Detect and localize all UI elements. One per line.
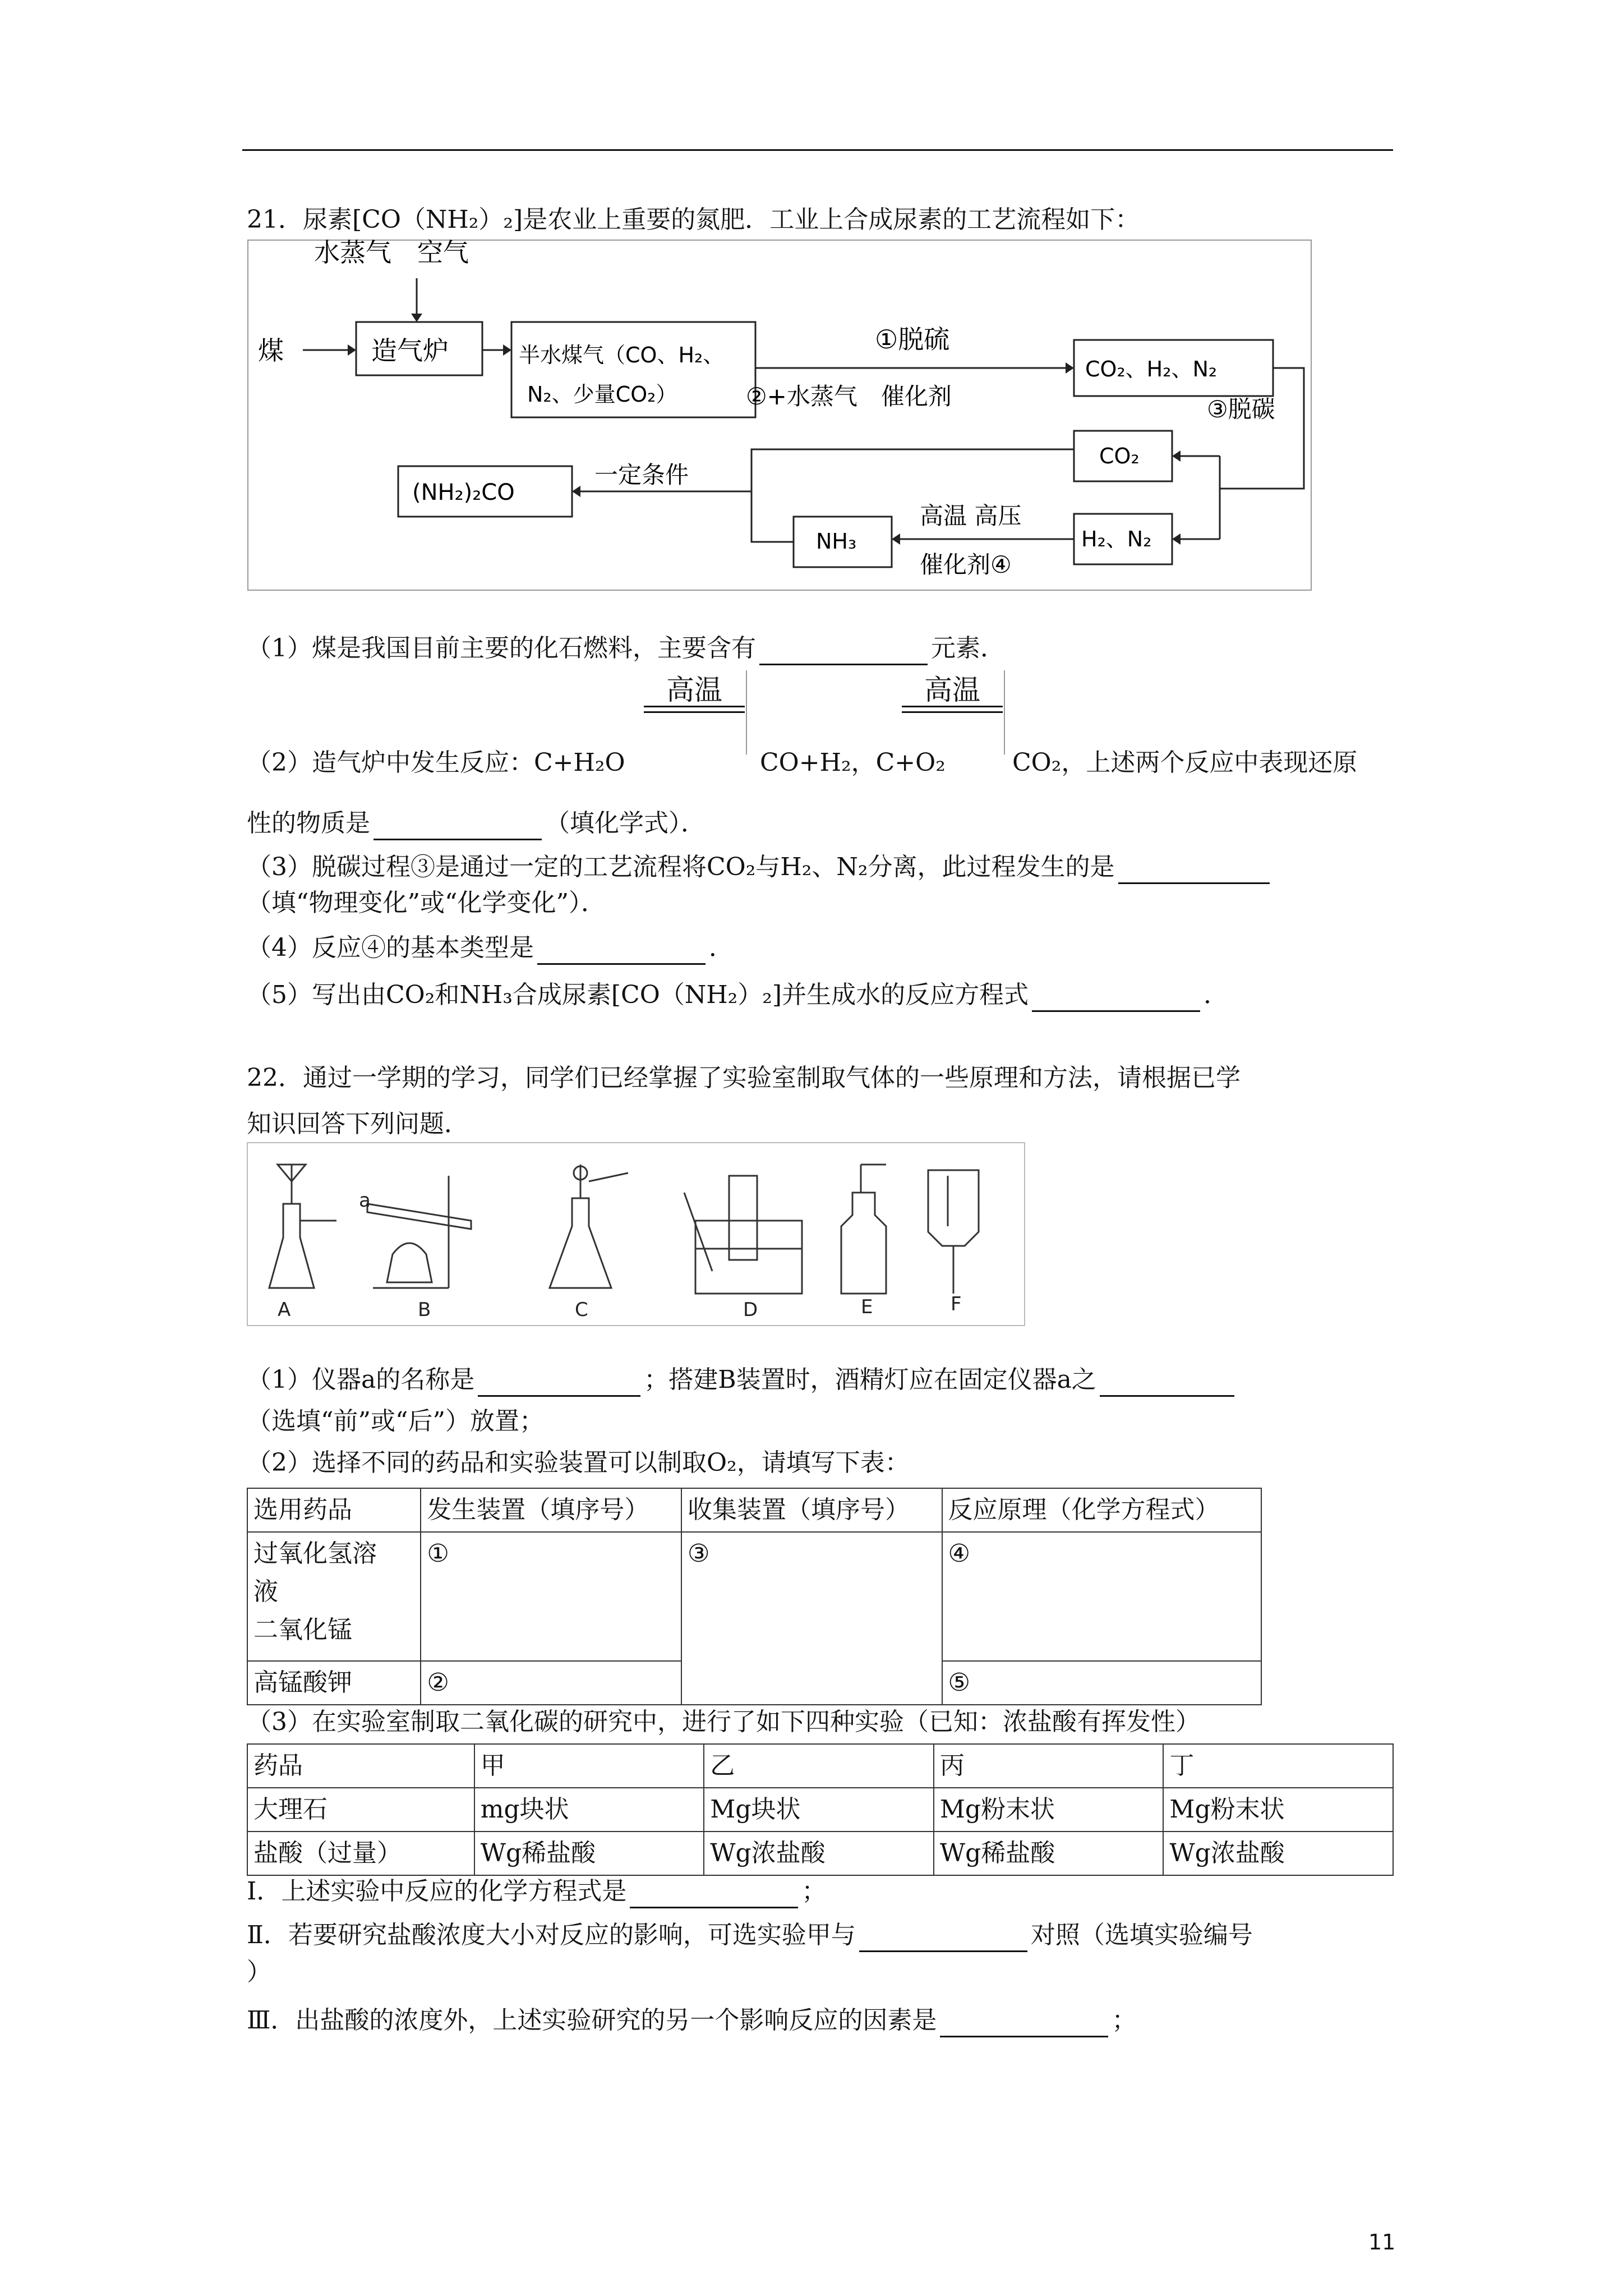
apparatus-label-a: A bbox=[278, 1299, 291, 1321]
q21-p1-text-a: （1）煤是我国目前主要的化石燃料，主要含有 bbox=[247, 634, 756, 662]
q21-p2-line2 bbox=[247, 807, 706, 840]
q22-stem-1: 22．通过一学期的学习，同学们已经掌握了实验室制取气体的一些原理和方法，请根据已学 bbox=[247, 1064, 1241, 1092]
apparatus-c-flask bbox=[550, 1198, 611, 1288]
q22-p3: （3）在实验室制取二氧化碳的研究中，进行了如下四种实验（已知：浓盐酸有挥发性） bbox=[247, 1708, 1200, 1736]
apparatus-figure bbox=[247, 1142, 1026, 1327]
flow-cond4-1: 高温 高压 bbox=[920, 502, 1022, 530]
table2-header-jia: 甲 bbox=[474, 1744, 704, 1788]
table-row bbox=[247, 1832, 1393, 1875]
gaowen-bar-1a bbox=[644, 706, 745, 707]
table-row bbox=[247, 1532, 1261, 1661]
o2-preparation-table bbox=[247, 1488, 1262, 1705]
q22-i bbox=[247, 1875, 826, 1908]
gaowen-bar-2b bbox=[902, 711, 1003, 713]
q22-stem-2: 知识回答下列问题． bbox=[247, 1110, 469, 1138]
flow-urea: (NH₂)₂CO bbox=[412, 480, 515, 505]
flow-cond4-2: 催化剂④ bbox=[920, 551, 1012, 578]
q22-p1-line1 bbox=[247, 1363, 1238, 1397]
q21-p2-blank[interactable] bbox=[374, 812, 542, 840]
page-number: 11 bbox=[1368, 2230, 1396, 2254]
table1-row1-gen[interactable]: ① bbox=[421, 1532, 681, 1661]
q22-p1-c: （选填“前”或“后”）放置； bbox=[247, 1407, 544, 1435]
q22-p1-b: ；搭建B装置时，酒精灯应在固定仪器a之 bbox=[644, 1365, 1096, 1394]
q21-p4-b: ． bbox=[709, 933, 734, 962]
q22-iii-b: ； bbox=[1112, 2006, 1137, 2035]
q22-ii-a: Ⅱ．若要研究盐酸浓度大小对反应的影响，可选实验甲与 bbox=[247, 1921, 856, 1949]
table2-cell: Mg块状 bbox=[704, 1788, 934, 1832]
q22-p1-blank-1[interactable] bbox=[478, 1368, 640, 1397]
table2-cell: Wg浓盐酸 bbox=[1163, 1832, 1393, 1875]
q22-ii-blank[interactable] bbox=[859, 1924, 1027, 1952]
table2-cell: Wg浓盐酸 bbox=[704, 1832, 934, 1875]
apparatus-b-tube bbox=[367, 1204, 471, 1229]
q22-i-a: Ⅰ．上述实验中反应的化学方程式是 bbox=[247, 1877, 627, 1906]
q21-p4 bbox=[247, 931, 734, 965]
q22-ii-b: 对照（选填实验编号 bbox=[1030, 1921, 1253, 1949]
table2-cell: 大理石 bbox=[247, 1788, 474, 1832]
q21-p5-blank[interactable] bbox=[1032, 983, 1200, 1012]
flow-gasifier: 造气炉 bbox=[371, 335, 449, 366]
table2-header-ding: 丁 bbox=[1163, 1744, 1393, 1788]
table2-cell: Wg稀盐酸 bbox=[934, 1832, 1164, 1875]
q21-p3-a: （3）脱碳过程③是通过一定的工艺流程将CO₂与H₂、N₂分离，此过程发生的是 bbox=[247, 853, 1115, 881]
co2-experiment-table bbox=[247, 1743, 1394, 1876]
q21-p2-e: （填化学式）． bbox=[545, 809, 706, 838]
q21-p3-b: （填“物理变化”或“化学变化”）． bbox=[247, 889, 606, 917]
gaowen-bar-1b bbox=[644, 711, 745, 713]
table2-header-drug: 药品 bbox=[247, 1744, 474, 1788]
gaowen-bracket-1 bbox=[746, 670, 747, 754]
table1-collect[interactable]: ③ bbox=[681, 1532, 942, 1705]
q21-p3-blank[interactable] bbox=[1118, 855, 1270, 884]
q21-p4-blank[interactable] bbox=[537, 936, 706, 965]
table2-cell: Mg粉末状 bbox=[1163, 1788, 1393, 1832]
q22-iii-blank[interactable] bbox=[940, 2009, 1108, 2037]
table-row bbox=[247, 1488, 1261, 1532]
q21-p5 bbox=[247, 978, 1228, 1012]
q21-p2-d: 性的物质是 bbox=[247, 809, 370, 838]
header-rule bbox=[242, 149, 1393, 151]
table2-cell: mg块状 bbox=[474, 1788, 704, 1832]
flow-h2n2: H₂、N₂ bbox=[1081, 527, 1152, 551]
q22-p2: （2）选择不同的药品和实验装置可以制取O₂，请填写下表： bbox=[247, 1448, 910, 1477]
table-row bbox=[247, 1788, 1393, 1832]
apparatus-label-f: F bbox=[951, 1293, 962, 1315]
table1-row1-drug-3: 二氧化锰 bbox=[253, 1616, 352, 1644]
q22-iii-a: Ⅲ．出盐酸的浓度外，上述实验研究的另一个影响反应的因素是 bbox=[247, 2006, 937, 2035]
apparatus-label-b: B bbox=[418, 1299, 431, 1321]
flow-cond-urea: 一定条件 bbox=[594, 461, 689, 489]
q21-p1 bbox=[247, 632, 1005, 665]
apparatus-label-e: E bbox=[861, 1296, 873, 1318]
apparatus-d-trough bbox=[695, 1221, 802, 1294]
q21-p2-a: （2）造气炉中发生反应：C+H₂O bbox=[247, 748, 625, 777]
flow-mix: CO₂、H₂、N₂ bbox=[1085, 357, 1218, 381]
q21-p5-b: ． bbox=[1204, 981, 1229, 1009]
apparatus-a-flask bbox=[269, 1204, 314, 1288]
table2-cell: Wg稀盐酸 bbox=[474, 1832, 704, 1875]
apparatus-a-label: a bbox=[359, 1189, 371, 1212]
table2-cell: 盐酸（过量） bbox=[247, 1832, 474, 1875]
q21-p1-text-b: 元素． bbox=[931, 634, 1005, 662]
flow-step1: ①脱硫 bbox=[875, 324, 950, 355]
flow-semi-gas-1: 半水煤气（CO、H₂、 bbox=[519, 343, 725, 367]
apparatus-e-bottle bbox=[841, 1193, 886, 1294]
table1-row1-drug-1: 过氧化氢溶 bbox=[253, 1539, 377, 1568]
table1-header-collect: 收集装置（填序号） bbox=[681, 1488, 942, 1532]
q22-i-b: ； bbox=[801, 1877, 827, 1906]
table1-row2-gen[interactable]: ② bbox=[421, 1661, 681, 1705]
apparatus-label-d: D bbox=[743, 1299, 758, 1321]
flow-inputs-top: 水蒸气 空气 bbox=[314, 239, 469, 268]
table1-row1-drug bbox=[247, 1532, 421, 1661]
flow-coal: 煤 bbox=[258, 335, 284, 366]
q21-p2-c: CO₂，上述两个反应中表现还原 bbox=[1012, 748, 1358, 777]
q21-p1-blank[interactable] bbox=[759, 637, 928, 665]
table-row bbox=[247, 1744, 1393, 1788]
flow-semi-gas-2: N₂、少量CO₂） bbox=[527, 382, 677, 407]
q21-p3-line1 bbox=[247, 850, 1273, 884]
table2-cell: Mg粉末状 bbox=[934, 1788, 1164, 1832]
apparatus-d-cylinder bbox=[729, 1176, 757, 1260]
table1-header-eq: 反应原理（化学方程式） bbox=[942, 1488, 1261, 1532]
gaowen-bracket-2 bbox=[1004, 670, 1005, 754]
table1-row2-drug: 高锰酸钾 bbox=[247, 1661, 421, 1705]
table1-row2-eq[interactable]: ⑤ bbox=[942, 1661, 1261, 1705]
gaowen-label-2: 高温 bbox=[924, 674, 980, 706]
table1-header-gen: 发生装置（填序号） bbox=[421, 1488, 681, 1532]
table2-header-bing: 丙 bbox=[934, 1744, 1164, 1788]
table1-row1-drug-2: 液 bbox=[253, 1577, 278, 1606]
q21-p5-a: （5）写出由CO₂和NH₃合成尿素[CO（NH₂）₂]并生成水的反应方程式 bbox=[247, 981, 1029, 1009]
q22-ii bbox=[247, 1918, 1253, 1952]
gaowen-label-1: 高温 bbox=[666, 674, 722, 706]
apparatus-f-bottle bbox=[928, 1170, 979, 1246]
q22-i-blank[interactable] bbox=[630, 1880, 798, 1908]
apparatus-b-burner bbox=[387, 1243, 432, 1282]
table1-row1-eq[interactable]: ④ bbox=[942, 1532, 1261, 1661]
apparatus-label-c: C bbox=[575, 1299, 588, 1321]
q21-p4-a: （4）反应④的基本类型是 bbox=[247, 933, 534, 962]
q21-p2-b: CO+H₂，C+O₂ bbox=[760, 748, 946, 777]
flow-nh3: NH₃ bbox=[816, 529, 857, 554]
urea-process-flowchart bbox=[247, 239, 1312, 592]
q22-iii bbox=[247, 2004, 1136, 2037]
gaowen-bar-2a bbox=[902, 706, 1003, 707]
q22-p1-a: （1）仪器a的名称是 bbox=[247, 1365, 475, 1394]
table2-header-yi: 乙 bbox=[704, 1744, 934, 1788]
flow-step2: ②+水蒸气 催化剂 bbox=[746, 383, 952, 410]
flow-step3: ③脱碳 bbox=[1207, 395, 1275, 423]
flow-co2: CO₂ bbox=[1099, 444, 1140, 468]
q22-ii-c: ） bbox=[247, 1958, 271, 1986]
q21-stem: 21．尿素[CO（NH₂）₂]是农业上重要的氮肥．工业上合成尿素的工艺流程如下： bbox=[247, 205, 1140, 234]
table1-header-drug: 选用药品 bbox=[247, 1488, 421, 1532]
q22-p1-blank-2[interactable] bbox=[1100, 1368, 1234, 1397]
